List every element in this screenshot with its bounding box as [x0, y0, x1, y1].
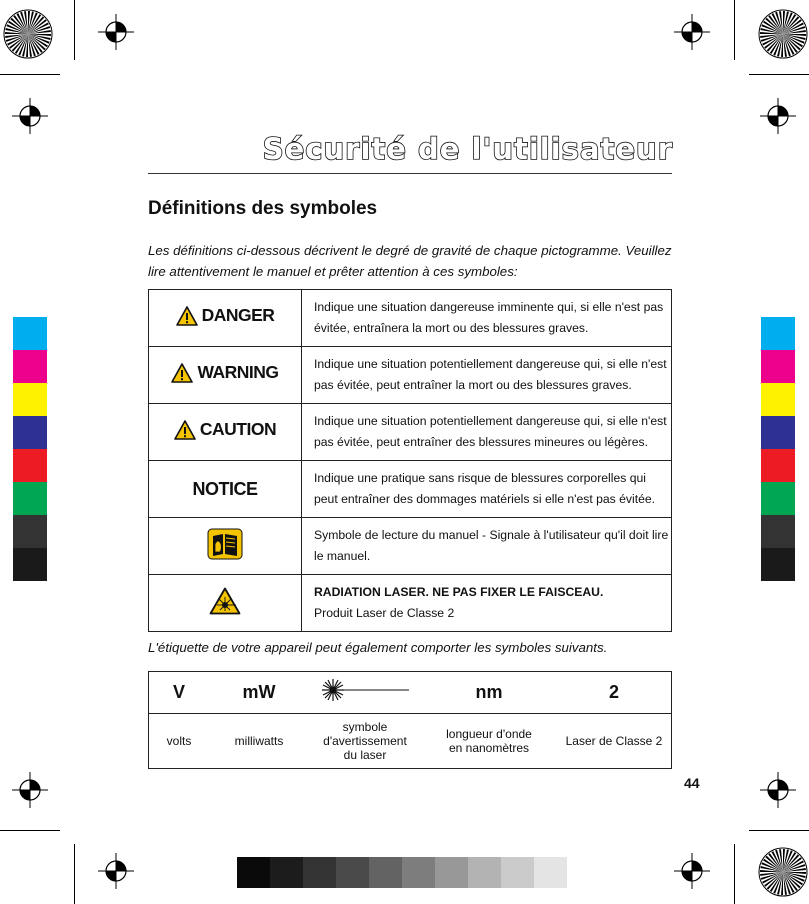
- unit-meaning: Laser de Classe 2: [557, 714, 672, 769]
- table-row: [149, 575, 672, 632]
- title-rule: [148, 173, 672, 174]
- registration-target-icon: [12, 772, 48, 808]
- unit-meaning: milliwatts: [209, 714, 309, 769]
- crop-mark: [74, 844, 75, 904]
- registration-target-icon: [760, 98, 796, 134]
- laser-description: [302, 575, 672, 632]
- grey-swatch: [402, 857, 435, 888]
- color-registration-bar: [761, 317, 795, 581]
- grey-swatch: [270, 857, 303, 888]
- starburst-target-icon: [757, 8, 809, 60]
- crop-mark: [749, 74, 809, 75]
- danger-description: Indique une situation dangereuse imminente qui, si elle n'est pas évitée, entraînera la mort ou des blessures graves.: [302, 290, 672, 347]
- grey-swatch: [468, 857, 501, 888]
- table-row: [149, 672, 672, 714]
- color-swatch: [13, 449, 47, 482]
- color-swatch: [761, 482, 795, 515]
- grey-swatch: [336, 857, 369, 888]
- registration-target-icon: [674, 853, 710, 889]
- table-row: [149, 461, 672, 518]
- table-row: [149, 404, 672, 461]
- warning-label: WARNING: [171, 362, 278, 383]
- warning-triangle-icon: [171, 363, 193, 383]
- warning-description: Indique une situation potentiellement dangereuse qui, si elle n'est pas évitée, peut entraîner la mort ou des blessures graves.: [302, 347, 672, 404]
- registration-target-icon: [760, 772, 796, 808]
- notice-description: Indique une pratique sans risque de blessures corporelles qui peut entraîner des dommages matériels si elle n'est pas évitée.: [302, 461, 672, 518]
- warning-triangle-icon: [176, 306, 198, 326]
- table-row: [149, 290, 672, 347]
- color-swatch: [13, 317, 47, 350]
- unit-symbol: mW: [209, 672, 309, 714]
- registration-target-icon: [674, 14, 710, 50]
- color-swatch: [761, 515, 795, 548]
- laser-warning-text: RADIATION LASER. NE PAS FIXER LE FAISCEAU.: [314, 585, 604, 599]
- laser-class-text: Produit Laser de Classe 2: [314, 606, 455, 620]
- page-title: Sécurité de l'utilisateur: [262, 132, 673, 166]
- crop-mark: [0, 830, 60, 831]
- unit-meaning: longueur d'onde en nanomètres: [421, 714, 557, 769]
- laser-beam-icon: [319, 679, 411, 701]
- table-row: [149, 518, 672, 575]
- color-swatch: [761, 416, 795, 449]
- registration-target-icon: [98, 14, 134, 50]
- grey-swatch: [369, 857, 402, 888]
- starburst-target-icon: [757, 846, 809, 898]
- unit-meaning: volts: [149, 714, 210, 769]
- registration-target-icon: [12, 98, 48, 134]
- color-swatch: [13, 350, 47, 383]
- color-swatch: [13, 548, 47, 581]
- color-swatch: [761, 317, 795, 350]
- read-manual-icon: [207, 528, 243, 560]
- color-swatch: [13, 383, 47, 416]
- color-swatch: [761, 383, 795, 416]
- grey-scale-bar: [237, 857, 567, 888]
- page-number: 44: [684, 775, 700, 791]
- color-swatch: [13, 482, 47, 515]
- grey-swatch: [237, 857, 270, 888]
- color-swatch: [13, 515, 47, 548]
- color-swatch: [761, 548, 795, 581]
- starburst-target-icon: [2, 8, 54, 60]
- read-manual-description: Symbole de lecture du manuel - Signale à l'utilisateur qu'il doit lire le manuel.: [302, 518, 672, 575]
- notice-label: NOTICE: [192, 478, 258, 499]
- symbols-table: [148, 289, 672, 632]
- crop-mark: [749, 830, 809, 831]
- warning-triangle-icon: [174, 420, 196, 440]
- color-swatch: [761, 449, 795, 482]
- grey-swatch: [435, 857, 468, 888]
- color-swatch: [761, 350, 795, 383]
- caution-description: Indique une situation potentiellement dangereuse qui, si elle n'est pas évitée, peut entraîner des blessures mineures ou légères.: [302, 404, 672, 461]
- crop-mark: [734, 0, 735, 60]
- unit-symbol: nm: [421, 672, 557, 714]
- unit-symbol: 2: [557, 672, 672, 714]
- laser-radiation-icon: [209, 587, 241, 615]
- grey-swatch: [534, 857, 567, 888]
- units-table: [148, 671, 672, 769]
- grey-swatch: [303, 857, 336, 888]
- table-row: [149, 714, 672, 769]
- unit-symbol: V: [149, 672, 210, 714]
- caution-label: CAUTION: [174, 419, 276, 440]
- color-swatch: [13, 416, 47, 449]
- danger-label: DANGER: [176, 305, 275, 326]
- label-symbols-intro: L'étiquette de votre appareil peut également comporter les symboles suivants.: [148, 640, 608, 655]
- crop-mark: [0, 74, 60, 75]
- section-heading: Définitions des symboles: [148, 198, 378, 219]
- registration-target-icon: [98, 853, 134, 889]
- grey-swatch: [501, 857, 534, 888]
- crop-mark: [734, 844, 735, 904]
- intro-paragraph: Les définitions ci-dessous décrivent le degré de gravité de chaque pictogramme. Veuillez lire attentivement le manuel et prêter attention à ces symboles:: [148, 243, 672, 279]
- unit-meaning: symbole d'avertissement du laser: [309, 714, 421, 769]
- crop-mark: [74, 0, 75, 60]
- color-registration-bar: [13, 317, 47, 581]
- table-row: [149, 347, 672, 404]
